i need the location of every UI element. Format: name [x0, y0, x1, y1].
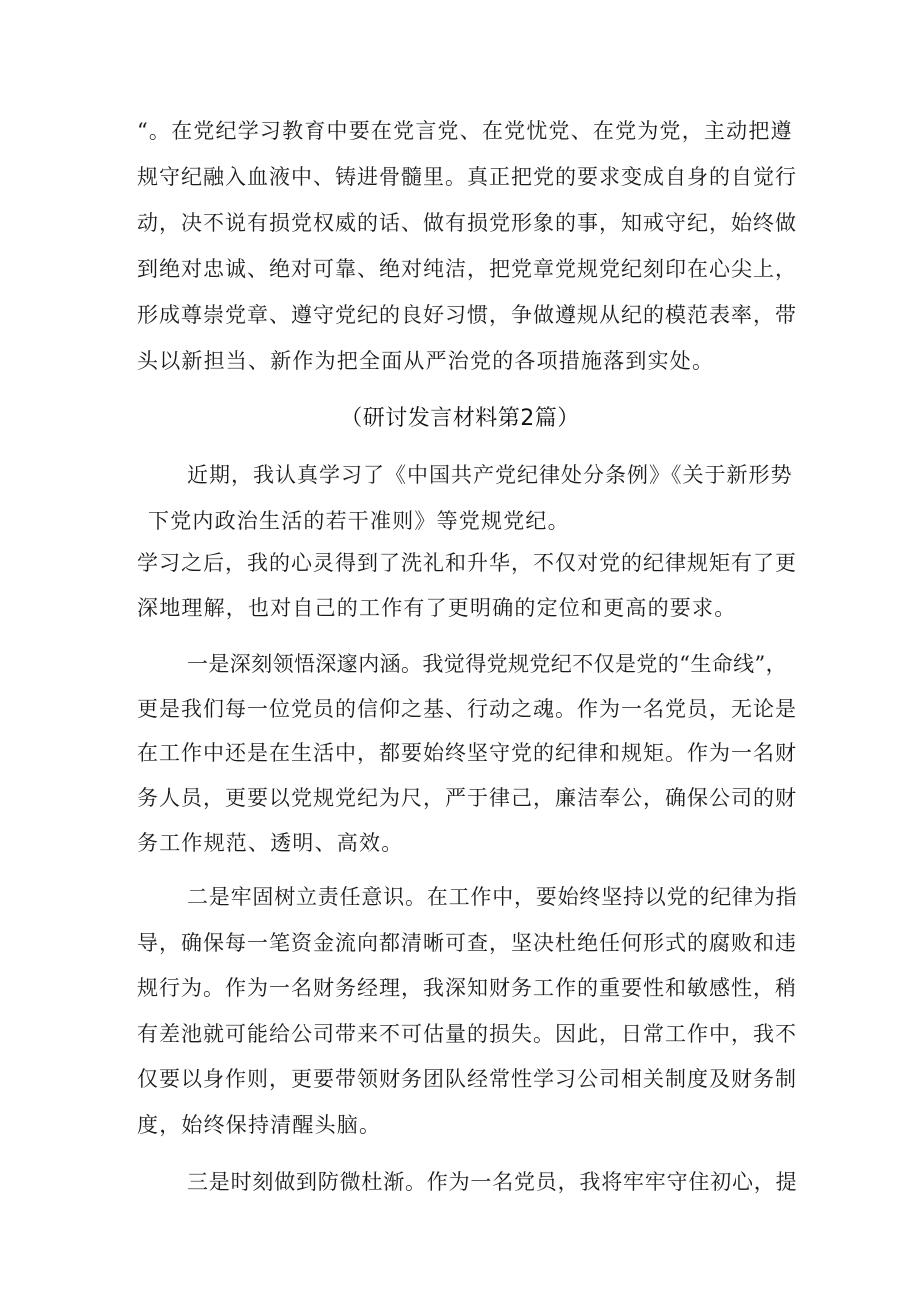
text-line: 动，决不说有损党权威的话、做有损党形象的事，知戒守纪，始终做 — [137, 211, 797, 235]
text-line: 导，确保每一笔资金流向都清晰可查，坚决杜绝任何形式的腐败和违 — [137, 931, 797, 955]
text-line: 在工作中还是在生活中，都要始终坚守党的纪律和规矩。作为一名财 — [137, 741, 797, 765]
text-line: 深地理解，也对自己的工作有了更明确的定位和更高的要求。 — [137, 596, 737, 620]
text-line: 下党内政治生活的若干准则》等党规党纪。 — [148, 509, 570, 533]
text-line: 仅要以身作则，更要带领财务团队经常性学习公司相关制度及财务制 — [137, 1067, 797, 1091]
text-line: 有差池就可能给公司带来不可估量的损失。因此，日常工作中，我不 — [137, 1022, 797, 1046]
text-line: “。在党纪学习教育中要在党言党、在党忧党、在党为党，主动把遵 — [137, 119, 793, 143]
text-line: 规行为。作为一名财务经理，我深知财务工作的重要性和敏感性，稍 — [137, 976, 797, 1000]
text-line: 务工作规范、透明、高效。 — [137, 831, 404, 855]
text-line: 头以新担当、新作为把全面从严治党的各项措施落到实处。 — [137, 349, 715, 373]
text-line: 形成尊崇党章、遵守党纪的良好习惯，争做遵规从纪的模范表率，带 — [137, 303, 797, 327]
text-line: 三是时刻做到防微杜渐。作为一名党员，我将牢牢守住初心，提 — [187, 1170, 798, 1194]
text-line: 近期，我认真学习了《中国共产党纪律处分条例》《关于新形势 — [187, 463, 793, 487]
text-line: 度，始终保持清醒头脑。 — [137, 1113, 382, 1137]
section-title: （研讨发言材料第2篇） — [340, 406, 580, 431]
text-line: 学习之后，我的心灵得到了洗礼和升华，不仅对党的纪律规矩有了更 — [137, 551, 797, 575]
text-line: 到绝对忠诚、绝对可靠、绝对纯洁，把党章党规党纪刻印在心尖上， — [137, 257, 797, 281]
text-line: 一是深刻领悟深邃内涵。我觉得党规党纪不仅是党的“生命线”， — [187, 652, 788, 676]
text-line: 务人员，更要以党规党纪为尺，严于律己，廉洁奉公，确保公司的财 — [137, 786, 797, 810]
text-line: 更是我们每一位党员的信仰之基、行动之魂。作为一名党员，无论是 — [137, 697, 797, 721]
text-line: 规守纪融入血液中、铸进骨髓里。真正把党的要求变成自身的自觉行 — [137, 165, 797, 189]
text-line: 二是牢固树立责任意识。在工作中，要始终坚持以党的纪律为指 — [187, 885, 798, 909]
